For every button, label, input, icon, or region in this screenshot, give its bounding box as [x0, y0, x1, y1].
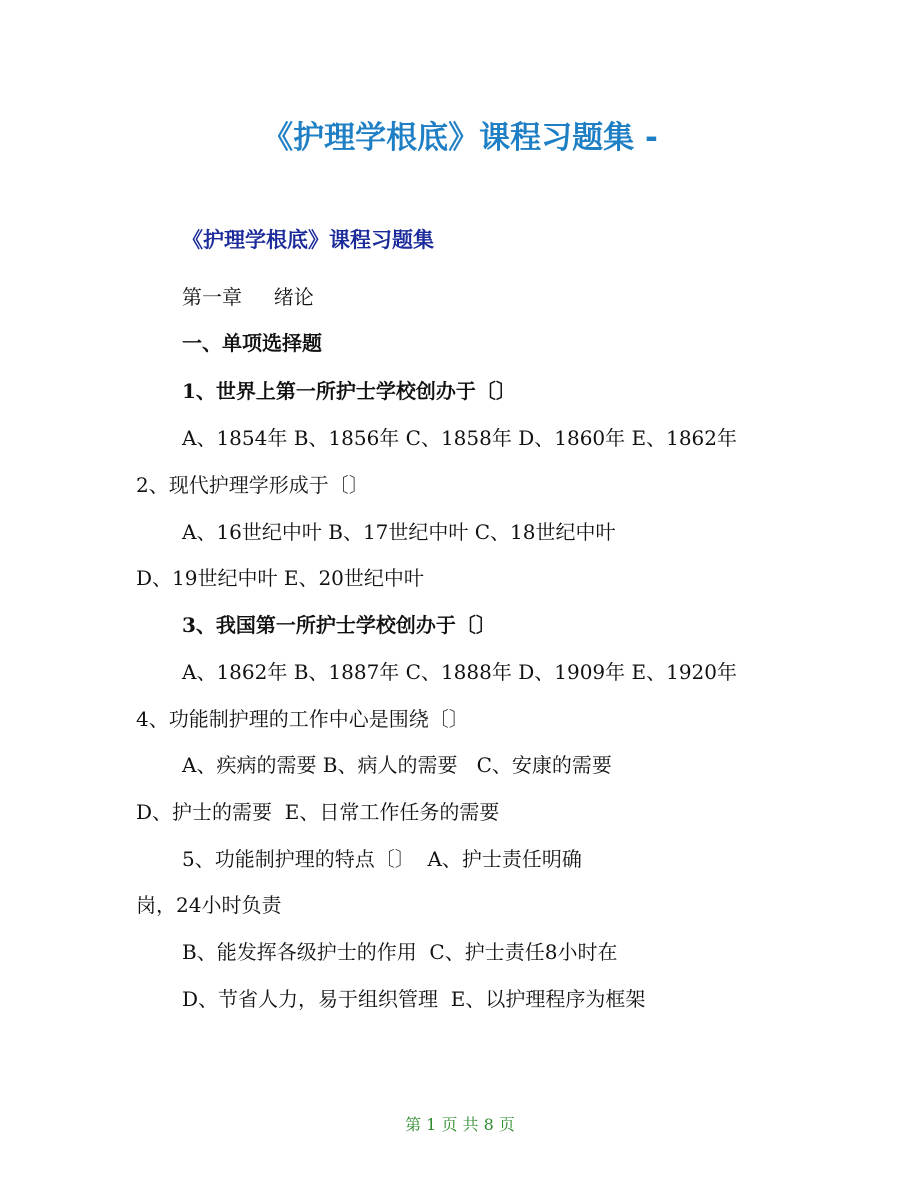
- question-1-options: A、1854年 B、1856年 C、1858年 D、1860年 E、1862年: [182, 426, 737, 450]
- section-title: 《护理学根底》课程习题集: [182, 228, 434, 252]
- question-2-options-cont: D、19世纪中叶 E、20世纪中叶: [136, 566, 424, 590]
- question-4-options-cont: D、护士的需要 E、日常工作任务的需要: [136, 800, 500, 824]
- document-title: 《护理学根底》课程习题集 -: [262, 120, 658, 156]
- question-2: 2、现代护理学形成于〔〕: [136, 473, 369, 497]
- question-4: 4、功能制护理的工作中心是围绕〔〕: [136, 707, 469, 731]
- question-3: 3、我国第一所护士学校创办于〔〕: [182, 613, 496, 637]
- question-5-options-bc: B、能发挥各级护士的作用 C、护士责任8小时在: [182, 940, 618, 964]
- question-1: 1、世界上第一所护士学校创办于〔〕: [182, 379, 516, 403]
- page-number: 第 1 页 共 8 页: [405, 1115, 515, 1134]
- part-heading: 一、单项选择题: [182, 331, 322, 355]
- question-2-options: A、16世纪中叶 B、17世纪中叶 C、18世纪中叶: [182, 520, 616, 544]
- chapter-heading: 第一章 绪论: [182, 285, 314, 309]
- question-5: 5、功能制护理的特点〔〕 A、护士责任明确: [182, 847, 582, 871]
- question-3-options: A、1862年 B、1887年 C、1888年 D、1909年 E、1920年: [182, 660, 737, 684]
- question-4-options: A、疾病的需要 B、病人的需要 C、安康的需要: [182, 753, 612, 777]
- question-5-option-a-cont: 岗，24小时负责: [136, 893, 282, 917]
- question-5-options-de: D、节省人力，易于组织管理 E、以护理程序为框架: [182, 987, 646, 1011]
